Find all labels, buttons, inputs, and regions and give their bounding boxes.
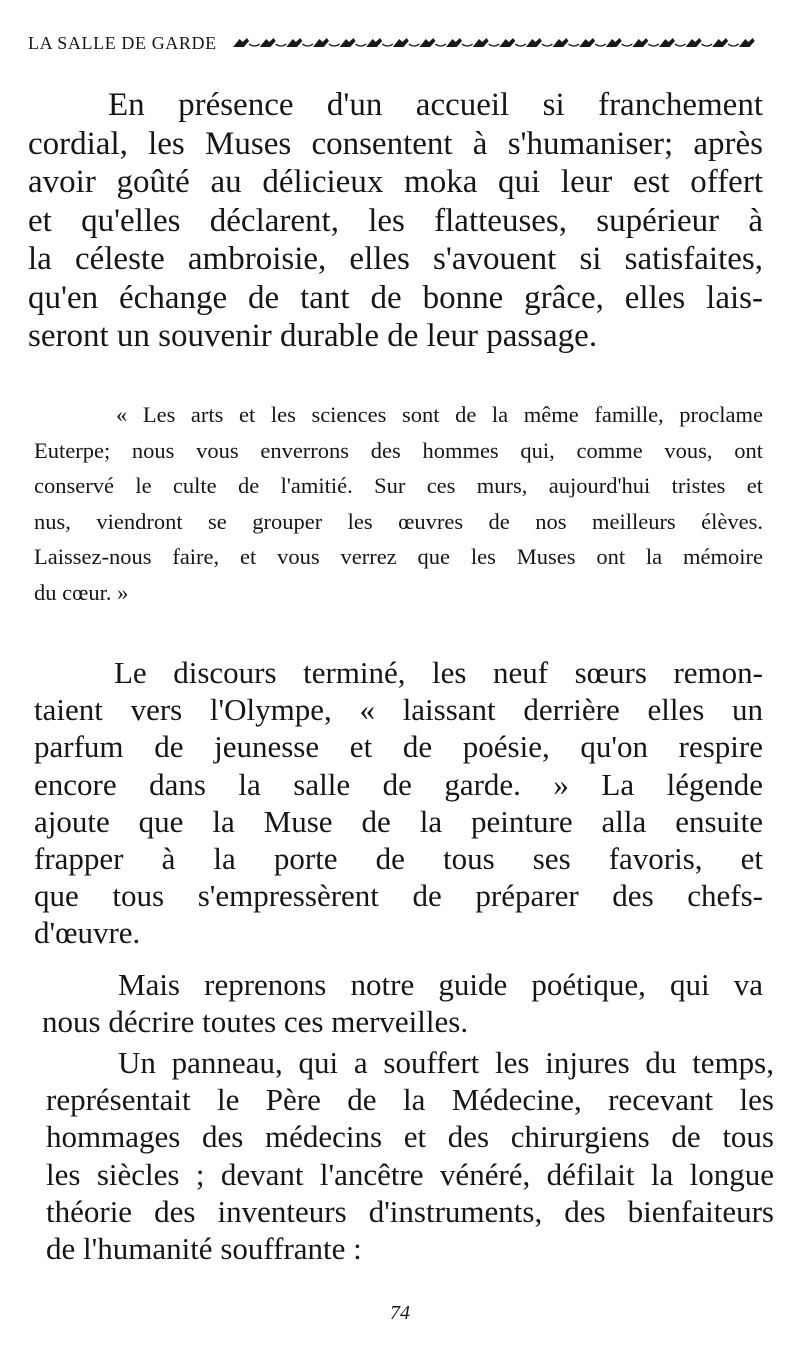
text-line: seront un souvenir durable de leur passage. — [28, 318, 598, 354]
page-number: 74 — [390, 1302, 410, 1324]
text-line: et qu'elles déclarent, les flatteuses, supérieur à — [28, 202, 763, 239]
text-line: représentait le Père de la Médecine, recevant les — [46, 1082, 774, 1118]
text-line: nus, viendront se grouper les œuvres de nos meilleurs élèves. — [34, 508, 763, 534]
text-line: Un panneau, qui a souffert les injures du temps, — [118, 1045, 774, 1080]
paragraph-panel-description — [46, 1044, 774, 1267]
running-header-title: LA SALLE DE GARDE — [28, 32, 217, 53]
text-line: la céleste ambroisie, elles s'avouent si satisfaites, — [28, 241, 763, 277]
text-line: « Les arts et les sciences sont de la même famille, proclame — [116, 402, 763, 427]
text-line: ajoute que la Muse de la peinture alla ensuite — [34, 803, 763, 839]
paragraph-euterpe-quote — [34, 397, 763, 611]
text-line: En présence d'un accueil si franchement — [108, 87, 763, 123]
text-line: avoir goûté au délicieux moka qui leur est offert — [28, 164, 763, 200]
text-line: conservé le culte de l'amitié. Sur ces murs, aujourd'hui tristes et — [34, 473, 763, 499]
text-line: les siècles ; devant l'ancêtre vénéré, défilait la longue — [46, 1156, 774, 1192]
text-line: nous décrire toutes ces merveilles. — [42, 1004, 469, 1040]
text-line: encore dans la salle de garde. » La légende — [34, 766, 763, 802]
paragraph-muses-welcome — [28, 86, 763, 356]
text-line: hommages des médecins et des chirurgiens de tous — [46, 1119, 774, 1155]
text-line: frapper à la porte de tous ses favoris, et — [34, 841, 763, 877]
running-header — [28, 31, 763, 55]
ornamental-rule — [231, 36, 763, 50]
paragraph-guide-resume — [42, 966, 763, 1040]
text-line: Laissez-nous faire, et vous verrez que les Muses ont la mémoire — [34, 544, 763, 570]
text-line: taient vers l'Olympe, « laissant derrière elles un — [34, 692, 763, 728]
text-line: de l'humanité souffrante : — [46, 1231, 362, 1267]
text-line: cordial, les Muses consentent à s'humaniser; après — [28, 125, 763, 162]
text-line: d'œuvre. — [34, 915, 141, 951]
paragraph-discourse-ended — [34, 654, 763, 952]
text-line: du cœur. » — [34, 579, 129, 605]
text-line: Mais reprenons notre guide poétique, qui va — [118, 967, 763, 1002]
text-line: Euterpe; nous vous enverrons des hommes qui, comme vous, ont — [34, 437, 763, 463]
text-line: que tous s'empressèrent de préparer des chefs- — [34, 878, 763, 914]
text-line: Le discours terminé, les neuf sœurs remon- — [114, 655, 763, 690]
text-line: parfum de jeunesse et de poésie, qu'on respire — [34, 729, 763, 765]
text-line: qu'en échange de tant de bonne grâce, elles lais- — [28, 279, 763, 316]
text-line: théorie des inventeurs d'instruments, des bienfaiteurs — [46, 1193, 774, 1229]
